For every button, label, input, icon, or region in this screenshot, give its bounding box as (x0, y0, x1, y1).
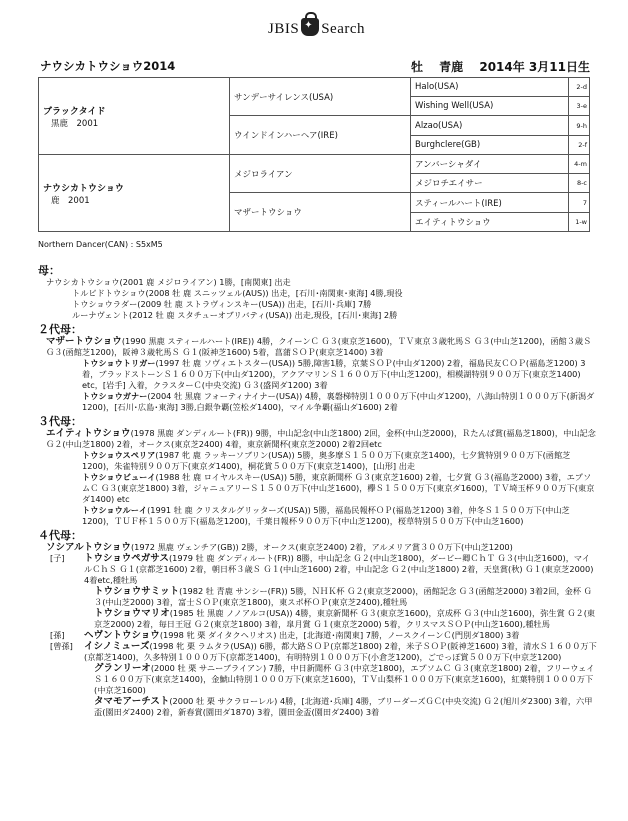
pedigree-g2-cell[interactable]: サンデーサイレンス(USA) (230, 78, 411, 116)
third-dam-name[interactable]: エイティトウショウ (46, 428, 131, 439)
descendant-name[interactable]: トウショウサミット (94, 586, 180, 597)
descendant-text: (1998 牝 栗 ダイタクヘリオス) 出走，[北海道･南関東] 7勝，ノースクイーンＣ(門別ダ1800) 3着 (159, 630, 520, 640)
dam-sub: 鹿 2001 (51, 195, 90, 206)
second-dam-text: (1990 黒鹿 スティールハート(IRE)) 4勝，クイーンＣ Ｇ３(東京芝1600)，ＴＶ東京３歳牝馬Ｓ Ｇ３(中山芝1200)，函館３歳Ｓ Ｇ３(函館芝1200)，阪神３歳牝馬Ｓ Ｇ１(阪神芝1600) 5着，菖蒲ＳＯＰ(東京芝1400) 3着 (46, 336, 592, 357)
descendant-text: (1988 牡 鹿 ロイヤルスキー(USA)) 5勝，東京新聞杯 Ｇ３(東京芝1600) 2着，七夕賞 Ｇ３(福島芝2000) 3着，エプソムＣ Ｇ３(東京芝1800) 3着，ジャニュアリーＳ１５００万下(中山芝1600)，欅Ｓ１５００万下(東京ダ1600)，ＴＶ埼玉杯９００万下(東京ダ1400) etc (82, 472, 595, 504)
group-tag: [孫] (50, 630, 65, 640)
pedigree-g3-cell[interactable]: Halo(USA) (411, 78, 569, 97)
family-notes (38, 262, 598, 718)
descendant-name[interactable]: トウショウルーイ (82, 505, 148, 515)
family-number: 9-h (569, 116, 590, 136)
group-tag: [曾孫] (50, 641, 73, 651)
pedigree-g3-cell[interactable]: Burghclere(GB) (411, 136, 569, 155)
horse-birth: 2014年 3月11日生 (479, 60, 590, 74)
descendant-name[interactable]: トウショウペガサス (84, 553, 169, 564)
section-heading: ２代母： (38, 323, 82, 336)
descendant-entry (84, 641, 598, 663)
descendant-group-children (38, 553, 598, 630)
family-number: 2-d (569, 78, 590, 97)
horse-sex: 牡 (410, 60, 423, 74)
bag-icon (301, 18, 319, 36)
second-dam-entry (46, 336, 598, 358)
descendant-text: (2004 牡 黒鹿 フォーティナイナー(USA)) 4勝，裏磐梯特別１０００万下(中山ダ1200)，八海山特別１０００万下(新潟ダ1200)，[石川･広島･東海] 3勝,白銀争覇(笠松ダ1400)，マイル争覇(福山ダ1600) 2着 (82, 391, 595, 412)
descendant-entry (38, 358, 598, 391)
pedigree-g3-cell[interactable]: メジロチエイサー (411, 174, 569, 193)
family-number: 3-e (569, 97, 590, 116)
descendant-text: (1991 牡 鹿 クリスタルグリッターズ(USA)) 5勝，福島民報杯ＯＰ(福島芝1200) 3着，仲冬Ｓ１５００万下(中山芝1200)，ＴＵＦ杯１５００万下(福島芝1200)，千葉日報杯９００万下(中山芝1200)，桜草特別５００万下(中山芝1600) (82, 505, 570, 526)
descendant-text: (1985 牡 黒鹿 ノノアルコ(USA)) 4勝，東京新聞杯 Ｇ３(東京芝1600)，京成杯 Ｇ３(中山芝1600)，弥生賞 Ｇ２(東京芝2000) 2着，毎日王冠 Ｇ２(東京芝1800) 3着，皐月賞 Ｇ１(東京芝2000) 5着，クリスマスＳＯＰ(中山芝1600),種牡馬 (94, 608, 596, 629)
logo-text-right: Search (321, 21, 365, 37)
descendant-entry (38, 450, 598, 472)
sire-cell (39, 78, 230, 155)
descendant-name[interactable]: グランリーオ (94, 663, 151, 674)
descendant-entry (84, 608, 598, 630)
fourth-dam-name[interactable]: ソシアルトウショウ (46, 542, 131, 553)
fourth-dam-entry (46, 542, 598, 553)
jbis-logo[interactable] (268, 8, 365, 38)
horse-meta (411, 58, 590, 75)
descendant-name[interactable]: トウショウマリオ (94, 608, 170, 619)
family-number: 7 (569, 193, 590, 213)
second-dam-name[interactable]: マザートウショウ (46, 336, 122, 347)
sibling-entry[interactable]: トルビドトウショウ(2008 牡 鹿 スニッツェル(AUS)) 出走，[石川･南関東･東海] 4勝,現役 (72, 288, 403, 298)
sibling-entry[interactable]: トウショウラダー(2009 牡 鹿 ストラヴィンスキー(USA)) 出走，[石川･兵庫] 7勝 (72, 299, 372, 309)
pedigree-g2-cell[interactable]: マザートウショウ (230, 193, 411, 232)
logo-text-left: JBIS (268, 21, 300, 37)
descendant-entry (84, 696, 598, 718)
family-number: 8-c (569, 174, 590, 193)
descendant-name[interactable]: トウショウトリガー (82, 358, 156, 368)
descendant-entry (84, 663, 598, 696)
descendant-name[interactable]: タマモアーチスト (94, 696, 170, 707)
descendant-entry (84, 630, 598, 641)
descendant-name[interactable]: ヘヴントウショウ (84, 630, 160, 641)
section-heading: ４代母： (38, 529, 82, 542)
dam-cell (39, 155, 230, 232)
descendant-text: (1987 牝 鹿 ラッキーソブリン(USA)) 5勝，奥多摩Ｓ１５００万下(東京芝1400)，七夕賞特別９００万下(函館芝1200)，朱雀特別９００万下(東京ダ1400)，桐花賞５００万下(東京芝1400)，[山形] 出走 (82, 450, 571, 471)
descendant-text: (1982 牡 青鹿 サンシー(FR)) 5勝，ＮＨＫ杯 Ｇ２(東京芝2000)，函館記念 Ｇ３(函館芝2000) 3着2回，金杯 Ｇ３(中山芝2000) 3着，富士ＳＯＰ(東京芝1800)，東スポ杯ＯＰ(東京芝2400),種牡馬 (94, 586, 592, 607)
descendant-text: (2000 牡 栗 サクラローレル) 4勝，[北海道･兵庫] 4勝，ブリーダーズＧＣ(中央交流) Ｇ２(旭川ダ2300) 3着，六甲盃(園田ダ2400) 2着，新春賞(園田ダ1870) 3着，園田金盃(園田ダ2400) 3着 (94, 696, 593, 717)
dam-name[interactable]: ナウシカトウショウ (43, 183, 124, 194)
descendant-name[interactable]: トウショウビューイ (82, 472, 156, 482)
pedigree-g3-cell[interactable]: Wishing Well(USA) (411, 97, 569, 116)
third-dam-text: (1978 黒鹿 ダンディルート(FR)) 9勝，中山記念(中山芝1800) 2回，金杯(中山芝2000)，Ｒたんぱ賞(福島芝1800)，中山記念 Ｇ２(中山芝1800) 2着，オークス(東京芝2400) 4着，東京新聞杯(東京芝2000) 2着2回etc (46, 428, 596, 449)
sire-name[interactable]: ブラックタイド (43, 106, 106, 117)
pedigree-g3-cell[interactable]: Alzao(USA) (411, 116, 569, 136)
pedigree-g2-cell[interactable]: メジロライアン (230, 155, 411, 193)
pedigree-g3-cell[interactable]: スティールハート(IRE) (411, 193, 569, 213)
descendant-entry (38, 472, 598, 505)
third-dam-entry (46, 428, 598, 450)
section-heading: ３代母： (38, 415, 82, 428)
fourth-dam-text: (1972 黒鹿 ヴェンチア(GB)) 2勝，オークス(東京芝2400) 2着，アルメリア賞３００万下(中山芝1200) (130, 542, 513, 552)
family-number: 1-w (569, 213, 590, 232)
descendant-entry (84, 586, 598, 608)
inbreeding-cross: Northern Dancer(CAN) : S5xM5 (38, 240, 163, 249)
descendant-group-grandchildren (38, 630, 598, 641)
sibling-entry[interactable]: ルーナヴェント(2012 牡 鹿 スタチューオブリバティ(USA)) 出走,現役，[石川･東海] 2勝 (72, 310, 398, 320)
horse-name: ナウシカトウショウ2014 (40, 59, 176, 73)
descendant-name[interactable]: イシノミューズ (84, 641, 150, 652)
horse-title-row (40, 58, 590, 74)
descendant-name[interactable]: トウショウスペリア (82, 450, 156, 460)
descendant-group-great-grandchildren (38, 641, 598, 718)
section-heading: 母： (38, 264, 60, 277)
descendant-text: (1997 牡 鹿 ソヴィエトスター(USA)) 5勝,障害1勝，京葉ＳＯＰ(中山ダ1200) 2着，福島民友ＣＯＰ(福島芝1200) 3着，ブラッドストーンＳ１６００万下(中山ダ1200)，アクアマリンＳ１６００万下(中山芝1200)，相模湖特別９００万下(東京芝1400) etc，[岩手] 入着，クラスターＣ(中央交流) Ｇ３(盛岡ダ1200) 3着 (82, 358, 586, 390)
descendant-entry (38, 391, 598, 413)
descendant-text: (1979 牡 鹿 ダンディルート(FR)) 8勝，中山記念 Ｇ２(中山芝1800)，ダービー卿ＣｈＴ Ｇ３(中山芝1600)，マイルＣｈＳ Ｇ１(京都芝1600) 2着，朝日杯３歳Ｓ Ｇ１(中山芝1600) 2着，中山記念 Ｇ２(中山芝1800) 2着，天皇賞(秋) Ｇ１(東京芝2000) 4着etc,種牡馬 (84, 553, 594, 585)
pedigree-g3-cell[interactable]: エイティトウショウ (411, 213, 569, 232)
pedigree-table (38, 77, 590, 232)
sire-sub: 黒鹿 2001 (51, 118, 99, 129)
descendant-entry (84, 553, 598, 586)
group-tag: [子] (50, 553, 65, 563)
pedigree-g2-cell[interactable]: ウインドインハーヘア(IRE) (230, 116, 411, 155)
pedigree-g3-cell[interactable]: アンバーシャダイ (411, 155, 569, 174)
descendant-text: (2000 牡 栗 サニーブライアン) 7勝，中日新聞杯 Ｇ３(中京芝1800)，エプソムＣ Ｇ３(東京芝1800) 2着，フリーウェイＳ１６００万下(東京芝1400)，金鯱山特別１０００万下(東京芝1600)，ＴＶ山梨杯１０００万下(東京芝1600)，紅葉特別１０００万下(中京芝1600) (94, 663, 595, 695)
descendant-text: (1998 牝 栗 ラムタラ(USA)) 6勝，都大路ＳＯＰ(京都芝1800) 2着，米子ＳＯＰ(阪神芝1600) 3着，清水Ｓ１６００万下(京都芝1400)，久多特別１０００万下(京都芝1400)，有明特別１０００万下(小倉芝1200)，ごでっぽ賞５００万下(中京芝1200) (84, 641, 597, 662)
horse-color: 青鹿 (439, 60, 464, 74)
dam-entry[interactable]: ナウシカトウショウ(2001 鹿 メジロライアン) 1勝，[南関東] 出走 (46, 277, 291, 287)
family-number: 4-m (569, 155, 590, 174)
family-number: 2-f (569, 136, 590, 155)
descendant-entry (38, 505, 598, 527)
descendant-name[interactable]: トウショウガナー (82, 391, 148, 401)
